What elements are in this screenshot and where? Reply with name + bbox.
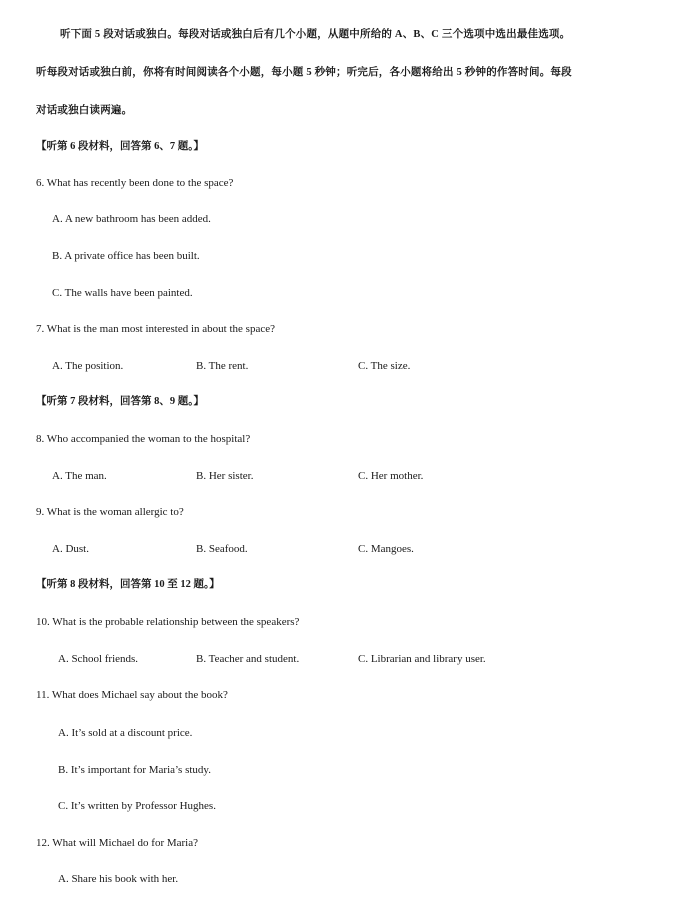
question-6: 6. What has recently been done to the space?	[36, 177, 234, 189]
instructions-line-3: 对话或独白读两遍。	[36, 105, 133, 116]
question-10-option-c: C. Librarian and library user.	[358, 653, 486, 665]
question-12-option-a: A. Share his book with her.	[58, 873, 179, 885]
question-8-option-a: A. The man.	[52, 470, 107, 482]
question-9-option-a: A. Dust.	[52, 543, 89, 555]
question-8-option-c: C. Her mother.	[358, 470, 424, 482]
question-8-option-b: B. Her sister.	[196, 470, 254, 482]
question-9: 9. What is the woman allergic to?	[36, 506, 184, 518]
question-7-option-c: C. The size.	[358, 360, 411, 372]
question-9-option-c: C. Mangoes.	[358, 543, 414, 555]
question-7-option-a: A. The position.	[52, 360, 124, 372]
question-11-option-a: A. It’s sold at a discount price.	[58, 727, 193, 739]
section-header-6: 【听第 6 段材料，回答第 6、7 题。】	[36, 141, 204, 152]
instructions-line-2: 听每段对话或独白前，你将有时间阅读各个小题，每小题 5 秒钟；听完后，各小题将给出 5 秒钟的作答时间。每段	[36, 67, 572, 78]
question-11: 11. What does Michael say about the book?	[36, 689, 228, 701]
question-11-option-c: C. It’s written by Professor Hughes.	[58, 800, 216, 812]
question-10: 10. What is the probable relationship between the speakers?	[36, 616, 300, 628]
section-header-8: 【听第 8 段材料，回答第 10 至 12 题。】	[36, 579, 220, 590]
question-11-option-b: B. It’s important for Maria’s study.	[58, 764, 211, 776]
question-6-option-a: A. A new bathroom has been added.	[52, 213, 211, 225]
question-6-option-c: C. The walls have been painted.	[52, 287, 193, 299]
question-7: 7. What is the man most interested in about the space?	[36, 323, 275, 335]
question-9-option-b: B. Seafood.	[196, 543, 248, 555]
question-10-option-a: A. School friends.	[58, 653, 139, 665]
instructions-line-1: 听下面 5 段对话或独白。每段对话或独白后有几个小题，从题中所给的 A、B、C 三个选项中选出最佳选项。	[60, 29, 571, 40]
section-header-7: 【听第 7 段材料，回答第 8、9 题。】	[36, 396, 204, 407]
question-10-option-b: B. Teacher and student.	[196, 653, 300, 665]
question-12: 12. What will Michael do for Maria?	[36, 837, 198, 849]
question-7-option-b: B. The rent.	[196, 360, 249, 372]
question-6-option-b: B. A private office has been built.	[52, 250, 200, 262]
question-8: 8. Who accompanied the woman to the hospital?	[36, 433, 251, 445]
